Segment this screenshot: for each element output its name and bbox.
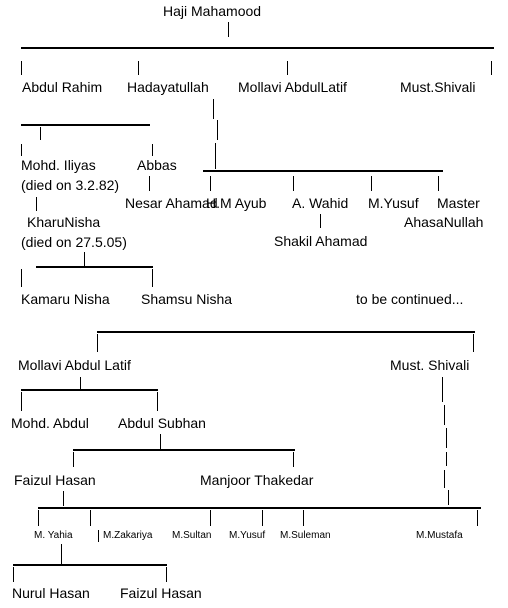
connector-line (203, 170, 443, 172)
connector-line (228, 22, 229, 37)
node-nurul-hasan: Nurul Hasan (12, 585, 90, 601)
node-mollavi-abdullatif: Mollavi AbdulLatif (238, 79, 347, 95)
connector-line (61, 544, 62, 564)
node-abbas: Abbas (137, 157, 177, 173)
connector-line (38, 507, 481, 509)
connector-line (444, 470, 445, 488)
node-mohd-iliyas: Mohd. Iliyas (21, 157, 96, 173)
connector-line (262, 510, 263, 526)
connector-line (491, 61, 492, 75)
node-must-shivali: Must.Shivali (400, 79, 476, 95)
connector-line (287, 61, 288, 75)
connector-line (149, 176, 150, 191)
connector-line (98, 530, 99, 542)
root-name: Haji Mahamood (163, 3, 262, 19)
connector-line (446, 452, 447, 466)
connector-line (442, 377, 443, 402)
connector-line (21, 144, 22, 156)
node-nesar-ahamad: Nesar Ahamad (125, 195, 218, 211)
connector-line (293, 452, 294, 467)
connector-line (138, 61, 139, 75)
kharunisha-death-date: (died on 27.5.05) (21, 234, 127, 250)
node-faizul-hasan: Faizul Hasan (14, 472, 96, 488)
connector-line (213, 99, 214, 119)
node-shamsu-nisha: Shamsu Nisha (141, 291, 233, 307)
node-m-yahia: M. Yahia (34, 530, 73, 541)
to-be-continued: to be continued... (356, 291, 464, 307)
connector-line (73, 449, 295, 451)
node-hm-ayub: H.M Ayub (206, 195, 267, 211)
connector-line (210, 510, 211, 526)
connector-line (157, 392, 158, 411)
node-must-shivali-2: Must. Shivali (390, 357, 470, 373)
connector-line (215, 143, 216, 169)
connector-line (438, 176, 439, 191)
connector-line (217, 120, 218, 140)
connector-line (84, 252, 85, 266)
connector-line (152, 269, 153, 287)
connector-line (13, 567, 14, 582)
connector-line (371, 176, 372, 191)
node-faizul-hasan-2: Faizul Hasan (120, 585, 202, 601)
node-hadayatullah: Hadayatullah (127, 79, 209, 95)
connector-line (21, 269, 22, 287)
node-m-zakariya: M.Zakariya (103, 530, 153, 541)
node-kamaru-nisha: Kamaru Nisha (21, 291, 110, 307)
connector-line (21, 392, 22, 411)
connector-line (21, 124, 150, 126)
connector-line (293, 176, 294, 191)
node-manjoor-thakedar: Manjoor Thakedar (200, 472, 314, 488)
node-abdul-rahim: Abdul Rahim (22, 79, 103, 95)
node-ahasanullah: AhasaNullah (404, 214, 484, 230)
connector-line (448, 490, 449, 505)
connector-line (73, 452, 74, 467)
connector-line (36, 197, 37, 211)
node-m-sultan: M.Sultan (172, 530, 212, 541)
connector-line (303, 510, 304, 526)
connector-line (477, 510, 478, 526)
node-m-mustafa: M.Mustafa (416, 530, 463, 541)
connector-line (473, 334, 474, 352)
node-kharunisha: KharuNisha (27, 214, 101, 230)
node-abdul-subhan: Abdul Subhan (118, 415, 206, 431)
connector-line (210, 176, 211, 191)
connector-line (38, 510, 39, 526)
node-m-suleman: M.Suleman (280, 530, 331, 541)
connector-line (21, 389, 158, 391)
node-master: Master (437, 195, 480, 211)
connector-line (97, 331, 475, 333)
connector-line (160, 434, 161, 449)
node-mohd-abdul: Mohd. Abdul (11, 415, 89, 431)
connector-line (80, 377, 81, 389)
connector-line (166, 567, 167, 582)
connector-line (21, 61, 22, 75)
node-m-yusuf-2: M.Yusuf (229, 530, 266, 541)
connector-line (152, 144, 153, 156)
iliyas-death-date: (died on 3.2.82) (21, 177, 120, 193)
node-a-wahid: A. Wahid (292, 195, 349, 211)
connector-line (40, 127, 41, 140)
connector-line (320, 214, 321, 228)
connector-line (63, 491, 64, 506)
node-m-yusuf: M.Yusuf (368, 195, 419, 211)
connector-line (446, 428, 447, 448)
connector-line (444, 405, 445, 425)
connector-line (97, 334, 98, 352)
connector-line (13, 564, 167, 566)
node-shakil-ahamad: Shakil Ahamad (274, 233, 368, 249)
connector-line (21, 47, 494, 49)
node-mollavi-abdul-latif: Mollavi Abdul Latif (18, 357, 131, 373)
connector-line (90, 510, 91, 526)
connector-line (36, 266, 153, 268)
